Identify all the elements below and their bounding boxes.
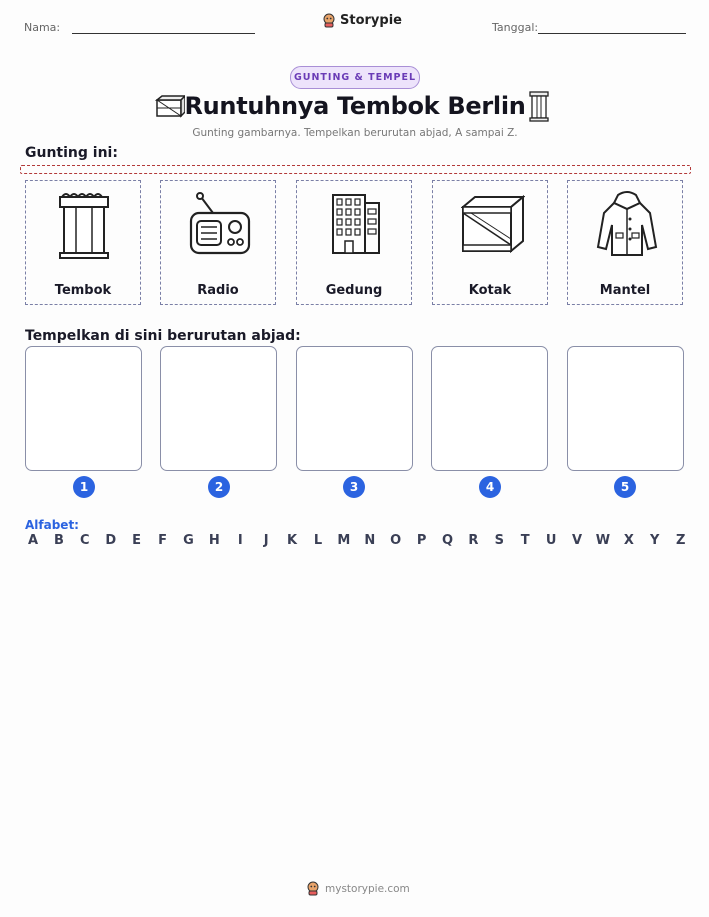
letter: K [287, 533, 298, 548]
letter: U [545, 533, 557, 548]
brand-logo [322, 13, 402, 28]
radio-icon [189, 189, 251, 259]
cut-card-mantel[interactable] [567, 180, 683, 305]
cut-heading: Gunting ini: [25, 145, 118, 161]
card-label: Mantel [599, 283, 651, 298]
paste-slot-1[interactable] [25, 346, 142, 471]
letter: A [27, 533, 39, 548]
footer-site[interactable]: mystorypie.com [325, 882, 410, 895]
letter: B [53, 533, 64, 548]
letter: M [337, 533, 351, 548]
letter: C [80, 533, 90, 548]
letter: T [520, 533, 530, 548]
alphabet-row [25, 533, 689, 548]
paste-slot-5[interactable] [567, 346, 684, 471]
brand-name: Storypie [340, 13, 402, 28]
letter: Q [441, 533, 454, 548]
storypie-mascot-icon [306, 881, 320, 896]
letter: X [623, 533, 634, 548]
letter: Z [675, 533, 686, 548]
letter: P [416, 533, 427, 548]
card-label: Kotak [468, 283, 512, 298]
letter: W [595, 533, 611, 548]
letter: O [390, 533, 402, 548]
crate-icon [461, 189, 525, 259]
cut-card-gedung[interactable] [296, 180, 412, 305]
slot-number-4: 4 [479, 476, 501, 498]
category-badge: GUNTING & TEMPEL [290, 66, 420, 89]
letter: L [313, 533, 323, 548]
card-label: Gedung [325, 283, 383, 298]
cut-card-tembok[interactable] [25, 180, 141, 305]
letter: G [183, 533, 194, 548]
letter: Y [650, 533, 660, 548]
instructions: Gunting gambarnya. Tempelkan berurutan abjad, A sampai Z. [192, 127, 518, 139]
letter: V [572, 533, 583, 548]
letter: D [105, 533, 117, 548]
alphabet-heading: Alfabet: [25, 518, 79, 532]
footer [306, 881, 410, 896]
letter: I [237, 533, 243, 548]
date-field[interactable] [538, 33, 686, 34]
cut-card-kotak[interactable] [432, 180, 548, 305]
page-title: Runtuhnya Tembok Berlin [184, 92, 526, 120]
paste-slot-4[interactable] [431, 346, 548, 471]
letter: E [132, 533, 142, 548]
letter: F [158, 533, 167, 548]
name-field[interactable] [72, 33, 255, 34]
paste-slot-3[interactable] [296, 346, 413, 471]
name-label: Nama: [24, 21, 61, 34]
paste-heading: Tempelkan di sini berurutan abjad: [25, 328, 301, 344]
paste-slot-2[interactable] [160, 346, 277, 471]
card-label: Tembok [54, 283, 112, 298]
date-label: Tanggal: [492, 21, 539, 34]
storypie-mascot-icon [322, 13, 336, 28]
letter: R [468, 533, 479, 548]
card-label: Radio [197, 283, 239, 298]
letter: H [208, 533, 220, 548]
wall-icon [54, 189, 114, 259]
wall-icon [528, 90, 550, 122]
cut-line [20, 165, 691, 174]
slot-number-5: 5 [614, 476, 636, 498]
cut-card-radio[interactable] [160, 180, 276, 305]
letter: J [263, 533, 269, 548]
letter: N [364, 533, 376, 548]
slot-number-1: 1 [73, 476, 95, 498]
slot-number-2: 2 [208, 476, 230, 498]
coat-icon [596, 189, 658, 259]
letter: S [494, 533, 504, 548]
building-icon [325, 189, 385, 259]
slot-number-3: 3 [343, 476, 365, 498]
